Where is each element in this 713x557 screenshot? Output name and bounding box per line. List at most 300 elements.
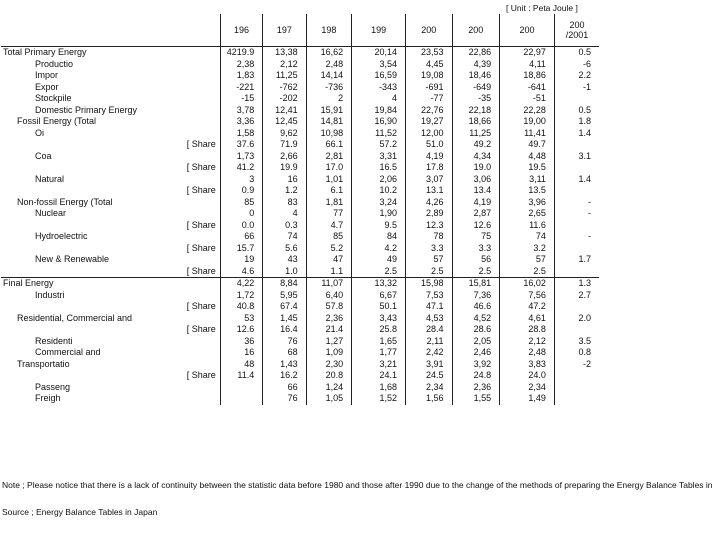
row-share-label: [ Share: [186, 219, 216, 230]
value-cell: 1,68: [352, 382, 406, 394]
row-label: Transportatio: [17, 358, 70, 369]
value-cell: 17.8: [405, 162, 452, 174]
value-cell: [220, 382, 262, 394]
value-cell: 0.5: [554, 105, 599, 117]
value-cell: 2,46: [452, 347, 500, 359]
row-share-label: [150, 290, 220, 302]
row-share-label: [150, 359, 220, 371]
value-cell: 3.2: [500, 243, 555, 255]
row-share-label: [150, 393, 220, 405]
value-cell: 2,48: [306, 59, 352, 71]
value-cell: 1,27: [306, 336, 352, 348]
value-cell: 22,28: [500, 105, 555, 117]
row-label: Impor: [35, 70, 59, 81]
value-cell: 1,09: [306, 347, 352, 359]
table-row: [1, 162, 599, 174]
value-cell: 18,46: [452, 70, 500, 82]
row-label: [1, 243, 150, 255]
value-cell: 1,45: [263, 313, 306, 325]
value-cell: 15,81: [452, 278, 500, 290]
row-share-label: [ Share: [186, 370, 216, 381]
value-cell: 14,81: [306, 116, 352, 128]
value-cell: -641: [500, 82, 555, 94]
value-cell: 3,06: [452, 174, 500, 186]
value-cell: 4: [352, 93, 406, 105]
value-cell: 36: [220, 336, 262, 348]
value-cell: -221: [220, 82, 262, 94]
value-cell: 2,06: [352, 174, 406, 186]
value-cell: 3,78: [220, 105, 262, 117]
row-label: Productio: [35, 58, 74, 69]
row-label: Nuclear: [35, 208, 67, 219]
value-cell: 57: [500, 254, 555, 266]
value-cell: 22,86: [452, 47, 500, 59]
table-row: [1, 208, 599, 220]
value-cell: 19.0: [452, 162, 500, 174]
row-label: Final Energy: [1, 278, 150, 290]
value-cell: 11,25: [263, 70, 306, 82]
row-share-label: [ Share: [186, 242, 216, 253]
table-row: [1, 243, 599, 255]
value-cell: -202: [263, 93, 306, 105]
value-cell: 11.4: [220, 370, 262, 382]
value-cell: 9.5: [352, 220, 406, 232]
value-cell: 6,67: [352, 290, 406, 302]
value-cell: 57.8: [306, 301, 352, 313]
table-row: [1, 174, 599, 186]
value-cell: 2.5: [500, 266, 555, 278]
value-cell: 83: [263, 197, 306, 209]
row-share-label: [ Share: [186, 139, 216, 150]
value-cell: 1.3: [554, 278, 599, 290]
value-cell: 16,62: [306, 47, 352, 59]
value-cell: 22,18: [452, 105, 500, 117]
value-cell: 11,07: [306, 278, 352, 290]
header-share-cell: [150, 14, 220, 47]
row-share-label: [150, 313, 220, 325]
value-cell: 3,83: [500, 359, 555, 371]
row-label: Hydroelectric: [35, 231, 88, 242]
table-row: [1, 59, 599, 71]
value-cell: -762: [263, 82, 306, 94]
value-cell: 1,52: [352, 393, 406, 405]
row-share-label: [150, 336, 220, 348]
value-cell: -15: [220, 93, 262, 105]
value-cell: 8,84: [263, 278, 306, 290]
value-cell: 4.2: [352, 243, 406, 255]
value-cell: [554, 393, 599, 405]
value-cell: 16,02: [500, 278, 555, 290]
value-cell: 3.3: [405, 243, 452, 255]
value-cell: 2,36: [452, 382, 500, 394]
value-cell: 2,89: [405, 208, 452, 220]
value-cell: 28.4: [405, 324, 452, 336]
value-cell: -691: [405, 82, 452, 94]
value-cell: 3,07: [405, 174, 452, 186]
table-row: [1, 116, 599, 128]
value-cell: 4: [263, 208, 306, 220]
value-cell: 13.4: [452, 185, 500, 197]
table-row: [1, 47, 599, 59]
value-cell: -: [554, 208, 599, 220]
row-label: [1, 370, 150, 382]
value-cell: 14,14: [306, 70, 352, 82]
value-cell: 2,05: [452, 336, 500, 348]
value-cell: 19,08: [405, 70, 452, 82]
value-cell: [554, 324, 599, 336]
value-cell: -6: [554, 59, 599, 71]
row-share-label: [150, 70, 220, 82]
value-cell: 1.4: [554, 174, 599, 186]
value-cell: 3,91: [405, 359, 452, 371]
value-cell: 46.6: [452, 301, 500, 313]
value-cell: 47: [306, 254, 352, 266]
value-cell: 2.0: [554, 313, 599, 325]
value-cell: 1,05: [306, 393, 352, 405]
value-cell: 16.2: [263, 370, 306, 382]
value-cell: 15,91: [306, 105, 352, 117]
row-share-label: [150, 82, 220, 94]
table-row: [1, 105, 599, 117]
value-cell: 77: [306, 208, 352, 220]
value-cell: 28.8: [500, 324, 555, 336]
value-cell: 2,42: [405, 347, 452, 359]
value-cell: 2,65: [500, 208, 555, 220]
row-share-label: [150, 116, 220, 128]
value-cell: 5.6: [263, 243, 306, 255]
value-cell: 18,86: [500, 70, 555, 82]
value-cell: 4,26: [405, 197, 452, 209]
value-cell: 6.1: [306, 185, 352, 197]
row-share-label: [ Share: [186, 265, 216, 276]
value-cell: 3,92: [452, 359, 500, 371]
value-cell: 19,27: [405, 116, 452, 128]
year-header: 198: [306, 14, 352, 47]
value-cell: 3,24: [352, 197, 406, 209]
table-row: [1, 382, 599, 394]
value-cell: 24.0: [500, 370, 555, 382]
value-cell: 24.8: [452, 370, 500, 382]
value-cell: -77: [405, 93, 452, 105]
table-row: [1, 393, 599, 405]
value-cell: 1,81: [306, 197, 352, 209]
value-cell: 75: [452, 231, 500, 243]
value-cell: 4,34: [452, 151, 500, 163]
table-row: [1, 139, 599, 151]
value-cell: 40.8: [220, 301, 262, 313]
value-cell: 4,52: [452, 313, 500, 325]
value-cell: 12.6: [220, 324, 262, 336]
year-header: 196: [220, 14, 262, 47]
value-cell: 1,49: [500, 393, 555, 405]
value-cell: 11,41: [500, 128, 555, 140]
value-cell: 3.3: [452, 243, 500, 255]
value-cell: 4,19: [405, 151, 452, 163]
value-cell: 11,25: [452, 128, 500, 140]
value-cell: 19,84: [352, 105, 406, 117]
value-cell: 6,40: [306, 290, 352, 302]
value-cell: 22,97: [500, 47, 555, 59]
value-cell: 0.9: [220, 185, 262, 197]
value-cell: 41.2: [220, 162, 262, 174]
value-cell: 2,66: [263, 151, 306, 163]
row-share-label: [ Share: [186, 324, 216, 335]
value-cell: 2,48: [500, 347, 555, 359]
table-row: [1, 231, 599, 243]
table-row: [1, 324, 599, 336]
value-cell: 3,11: [500, 174, 555, 186]
value-cell: 19.9: [263, 162, 306, 174]
row-share-label: [150, 382, 220, 394]
value-cell: 11,52: [352, 128, 406, 140]
value-cell: [554, 301, 599, 313]
year-header: 200: [500, 14, 555, 47]
value-cell: 13,38: [263, 47, 306, 59]
table-row: [1, 185, 599, 197]
table-row: [1, 151, 599, 163]
header-row: [1, 14, 599, 47]
unit-label: [ Unit : Peta Joule ]: [506, 3, 578, 13]
value-cell: 15,98: [405, 278, 452, 290]
value-cell: -: [554, 231, 599, 243]
row-label: Residential, Commercial and: [17, 312, 133, 323]
value-cell: 2.5: [405, 266, 452, 278]
row-share-label: [150, 347, 220, 359]
value-cell: [554, 220, 599, 232]
row-share-label: [150, 93, 220, 105]
value-cell: 7,36: [452, 290, 500, 302]
table-row: [1, 313, 599, 325]
table-row: [1, 70, 599, 82]
value-cell: 13.1: [405, 185, 452, 197]
value-cell: 66: [220, 231, 262, 243]
row-label: Commercial and: [35, 347, 101, 358]
value-cell: 28.6: [452, 324, 500, 336]
value-cell: 1,77: [352, 347, 406, 359]
year-header: 200 /2001: [554, 14, 599, 47]
value-cell: 4.6: [220, 266, 262, 278]
value-cell: 3.5: [554, 336, 599, 348]
value-cell: 13.5: [500, 185, 555, 197]
row-share-label: [ Share: [186, 162, 216, 173]
table-row: [1, 290, 599, 302]
row-label: Freigh: [35, 393, 61, 404]
value-cell: 23,53: [405, 47, 452, 59]
table-note: Note ; Please notice that there is a lack of continuity between the statistic data before 1980 and those after 1990 due to the change of the methods of preparing the Energy Balance Tables in: [2, 480, 713, 490]
value-cell: 49.2: [452, 139, 500, 151]
row-share-label: [150, 105, 220, 117]
value-cell: 53: [220, 313, 262, 325]
row-label: [1, 139, 150, 151]
value-cell: 71.9: [263, 139, 306, 151]
value-cell: 2,12: [263, 59, 306, 71]
energy-balance-table: [1, 14, 599, 405]
value-cell: 43: [263, 254, 306, 266]
year-header: 200: [452, 14, 500, 47]
value-cell: [554, 382, 599, 394]
value-cell: -35: [452, 93, 500, 105]
value-cell: 19: [220, 254, 262, 266]
value-cell: 5,95: [263, 290, 306, 302]
row-share-label: [150, 151, 220, 163]
value-cell: 3,21: [352, 359, 406, 371]
row-label: Residenti: [35, 335, 73, 346]
value-cell: 66.1: [306, 139, 352, 151]
table-row: [1, 220, 599, 232]
value-cell: 50.1: [352, 301, 406, 313]
row-label: Non-fossil Energy (Total: [17, 196, 113, 207]
value-cell: 15.7: [220, 243, 262, 255]
value-cell: 4219.9: [220, 47, 262, 59]
value-cell: 47.2: [500, 301, 555, 313]
value-cell: 68: [263, 347, 306, 359]
value-cell: 2.5: [352, 266, 406, 278]
value-cell: 20.8: [306, 370, 352, 382]
value-cell: 1,56: [405, 393, 452, 405]
value-cell: -51: [500, 93, 555, 105]
value-cell: 1,83: [220, 70, 262, 82]
value-cell: 49.7: [500, 139, 555, 151]
value-cell: [554, 139, 599, 151]
value-cell: 1,73: [220, 151, 262, 163]
value-cell: 1,72: [220, 290, 262, 302]
value-cell: 85: [220, 197, 262, 209]
value-cell: 74: [263, 231, 306, 243]
value-cell: 4.7: [306, 220, 352, 232]
table-row: [1, 301, 599, 313]
row-label: [1, 266, 150, 278]
value-cell: 74: [500, 231, 555, 243]
row-label: Natural: [35, 173, 65, 184]
value-cell: 37.6: [220, 139, 262, 151]
value-cell: 85: [306, 231, 352, 243]
table-row: [1, 82, 599, 94]
value-cell: 1,58: [220, 128, 262, 140]
table-row: [1, 336, 599, 348]
value-cell: 24.1: [352, 370, 406, 382]
header-label-cell: [1, 14, 150, 47]
value-cell: 1,90: [352, 208, 406, 220]
value-cell: 2.2: [554, 70, 599, 82]
value-cell: 19,00: [500, 116, 555, 128]
row-label: Domestic Primary Energy: [35, 104, 138, 115]
value-cell: 57.2: [352, 139, 406, 151]
row-share-label: [150, 278, 220, 290]
value-cell: 1,01: [306, 174, 352, 186]
value-cell: 4,22: [220, 278, 262, 290]
value-cell: 2,34: [405, 382, 452, 394]
row-label: [1, 301, 150, 313]
value-cell: 67.4: [263, 301, 306, 313]
value-cell: 13,32: [352, 278, 406, 290]
table-row: [1, 278, 599, 290]
row-label: Coa: [35, 150, 52, 161]
value-cell: 4,39: [452, 59, 500, 71]
table-row: [1, 128, 599, 140]
table-source: Source ; Energy Balance Tables in Japan: [2, 507, 158, 517]
value-cell: [554, 266, 599, 278]
value-cell: 1.1: [306, 266, 352, 278]
table-row: [1, 254, 599, 266]
value-cell: 47.1: [405, 301, 452, 313]
value-cell: [554, 370, 599, 382]
value-cell: 48: [220, 359, 262, 371]
value-cell: 78: [405, 231, 452, 243]
value-cell: 0: [220, 208, 262, 220]
value-cell: 1.4: [554, 128, 599, 140]
value-cell: 10.2: [352, 185, 406, 197]
row-share-label: [150, 128, 220, 140]
year-header: 200: [405, 14, 452, 47]
value-cell: 3,36: [220, 116, 262, 128]
value-cell: 2,38: [220, 59, 262, 71]
value-cell: 20,14: [352, 47, 406, 59]
value-cell: 4,11: [500, 59, 555, 71]
value-cell: 7,53: [405, 290, 452, 302]
row-share-label: [ Share: [186, 301, 216, 312]
value-cell: 1.2: [263, 185, 306, 197]
value-cell: [554, 185, 599, 197]
value-cell: [554, 243, 599, 255]
row-label: [1, 220, 150, 232]
row-label: Oi: [35, 127, 44, 138]
value-cell: 3,31: [352, 151, 406, 163]
table-row: [1, 266, 599, 278]
table-row: [1, 197, 599, 209]
value-cell: 57: [405, 254, 452, 266]
value-cell: 2,12: [500, 336, 555, 348]
value-cell: 76: [263, 336, 306, 348]
value-cell: 2,11: [405, 336, 452, 348]
row-label: [1, 324, 150, 336]
row-share-label: [150, 59, 220, 71]
row-label: Total Primary Energy: [1, 47, 150, 59]
value-cell: [220, 393, 262, 405]
row-share-label: [150, 254, 220, 266]
value-cell: 3,96: [500, 197, 555, 209]
value-cell: 4,19: [452, 197, 500, 209]
value-cell: 10,98: [306, 128, 352, 140]
row-label: [1, 162, 150, 174]
value-cell: -736: [306, 82, 352, 94]
value-cell: 12,45: [263, 116, 306, 128]
row-label: New & Renewable: [35, 254, 110, 265]
value-cell: -1: [554, 82, 599, 94]
value-cell: 0.0: [220, 220, 262, 232]
value-cell: 3.1: [554, 151, 599, 163]
value-cell: 21.4: [306, 324, 352, 336]
value-cell: 4,53: [405, 313, 452, 325]
value-cell: 1,43: [263, 359, 306, 371]
row-share-label: [150, 208, 220, 220]
value-cell: 49: [352, 254, 406, 266]
value-cell: -343: [352, 82, 406, 94]
value-cell: 5.2: [306, 243, 352, 255]
table-row: [1, 93, 599, 105]
value-cell: 25.8: [352, 324, 406, 336]
value-cell: 3: [220, 174, 262, 186]
value-cell: 2,87: [452, 208, 500, 220]
value-cell: 12.3: [405, 220, 452, 232]
value-cell: 12,41: [263, 105, 306, 117]
value-cell: 1,24: [306, 382, 352, 394]
value-cell: 2: [306, 93, 352, 105]
value-cell: 17.0: [306, 162, 352, 174]
value-cell: 24.5: [405, 370, 452, 382]
value-cell: 4,61: [500, 313, 555, 325]
table-row: [1, 359, 599, 371]
value-cell: 3,43: [352, 313, 406, 325]
